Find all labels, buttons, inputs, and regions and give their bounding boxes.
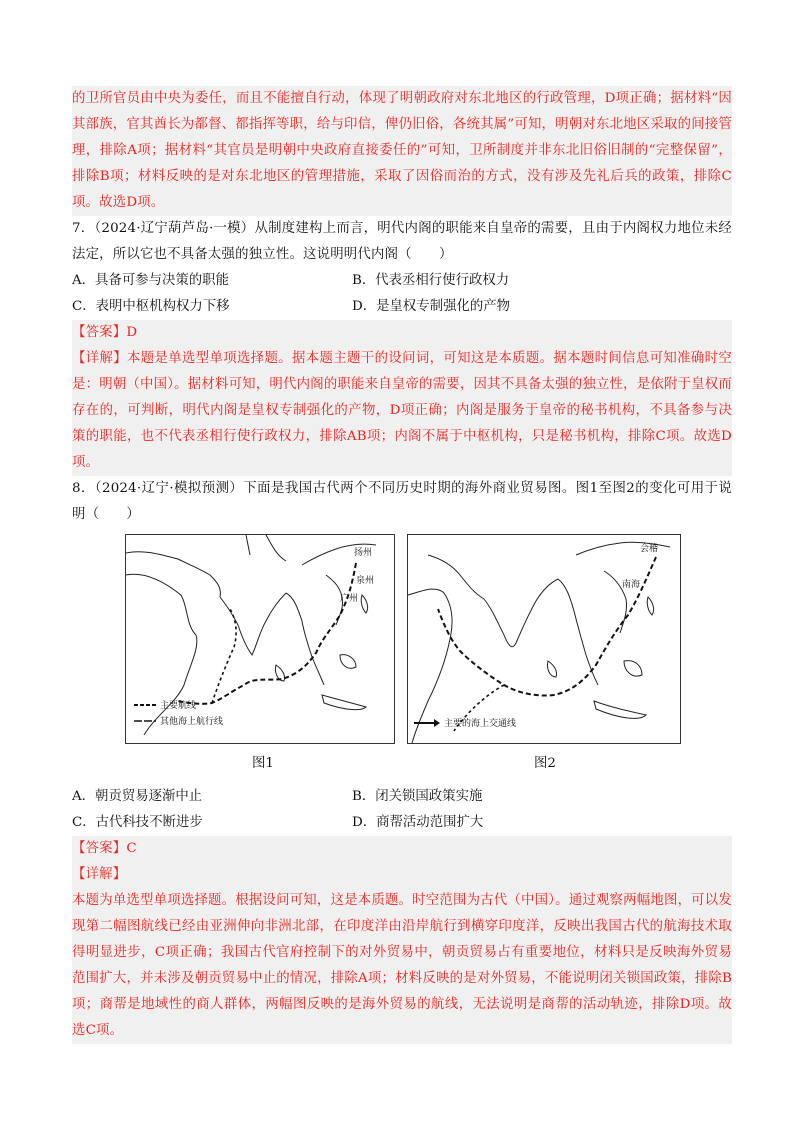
figure-1-caption: 图1	[252, 756, 274, 771]
legend-other-label: 其他海上航行线	[160, 717, 224, 727]
legend-sea-route-label: 主要的海上交通线	[444, 719, 517, 729]
sea-route-line	[438, 557, 656, 696]
q7-option-d[interactable]: D．是皇权专制强化的产物	[352, 299, 511, 314]
q6-explanation-text: 的卫所官员由中央为委任，而且不能擅自行动，体现了明朝政府对东北地区的行政管理，D项正确；据材料“因其部族，官其酋长为都督、都指挥等职，给与印信，俾仍旧俗，各统其属”可知，明朝对东北地区采取的间接管理，排除A项；据材料“其官员是明朝中央政府直接委任的”可知，卫所制度并非东北旧俗旧制的“完整保留”，排除B项；材料反映的是对东北地区的管理措施，采取了因俗而治的方式，没有涉及先礼后兵的政策，排除C项。故选D项。	[72, 91, 732, 210]
question-7	[72, 216, 732, 476]
q7-options	[72, 268, 732, 320]
trade-route-map-2	[407, 534, 681, 744]
q7-answer: 【答案】D	[72, 325, 138, 340]
place-kuaiji: 会稽	[640, 544, 659, 554]
q7-option-c[interactable]: C．表明中枢机构权力下移	[72, 299, 230, 314]
q8-option-d[interactable]: D．商帮活动范围扩大	[352, 815, 484, 830]
main-route-line	[178, 563, 359, 704]
q6-explanation-block	[72, 86, 732, 216]
q8-answer-block	[72, 836, 732, 1044]
map-1-svg	[126, 535, 394, 743]
q7-answer-block	[72, 320, 732, 476]
legend-arrow-icon	[434, 719, 440, 727]
place-yangzhou: 扬州	[354, 548, 373, 558]
other-route-line	[212, 609, 236, 703]
q8-stem: 8．（2024·辽宁·模拟预测）下面是我国古代两个不同历史时期的海外商业贸易图。图1至图2的变化可用于说明（ ）	[72, 481, 732, 522]
document-page	[72, 86, 732, 1044]
legend-main-label: 主要航线	[160, 701, 197, 711]
q7-detail: 【详解】本题是单选型单项选择题。据本题主题干的设问词，可知这是本质题。据本题时间信息可知准确时空是：明朝（中国）。据材料可知，明代内阁的职能来自皇帝的需要，因其不具备太强的独立性，是依附于皇权而存在的，可判断，明代内阁是皇权专制强化的产物，D项正确；内阁是服务于皇帝的秘书机构，不具备参与决策的职能，也不代表丞相行使行政权力，排除AB项；内阁不属于中枢机构，只是秘书机构，排除C项。故选D项。	[72, 351, 732, 470]
q8-answer: 【答案】C	[72, 841, 137, 856]
q8-detail-label: 【详解】	[72, 867, 127, 882]
figure-2-caption: 图2	[534, 756, 556, 771]
question-8	[72, 476, 732, 1044]
q7-option-a[interactable]: A．具备可参与决策的职能	[72, 273, 229, 288]
trade-route-map-1	[125, 534, 395, 744]
place-nanhai: 南海	[622, 580, 641, 590]
q8-figures	[72, 534, 732, 784]
q7-stem: 7．（2024·辽宁葫芦岛·一模）从制度建构上而言，明代内阁的职能来自皇帝的需要，且由于内阁权力地位未经法定，所以它也不具备太强的独立性。这说明明代内阁（ ）	[72, 221, 732, 262]
q8-option-a[interactable]: A．朝贡贸易逐渐中止	[72, 789, 203, 804]
q7-option-b[interactable]: B．代表丞相行使行政权力	[352, 273, 510, 288]
place-quanzhou: 泉州	[356, 576, 375, 586]
map-2-svg	[408, 535, 680, 743]
q8-options	[72, 784, 732, 836]
place-guangzhou: 广州	[340, 594, 359, 604]
q8-option-c[interactable]: C．古代科技不断进步	[72, 815, 203, 830]
q8-option-b[interactable]: B．闭关锁国政策实施	[352, 789, 483, 804]
q8-detail: 本题为单选型单项选择题。根据设问可知，这是本质题。时空范围为古代（中国）。通过观察两幅地图，可以发现第二幅图航线已经由亚洲伸向非洲北部，在印度洋由沿岸航行到横穿印度洋，反映出我国古代的航海技术取得明显进步，C项正确；我国古代官府控制下的对外贸易中，朝贡贸易占有重要地位，材料只是反映海外贸易范围扩大，并未涉及朝贡贸易中止的情况，排除A项；材料反映的是对外贸易，不能说明闭关锁国政策，排除B项；商帮是地域性的商人群体，两幅图反映的是海外贸易的航线，无法说明是商帮的活动轨迹，排除D项。故选C项。	[72, 893, 732, 1038]
